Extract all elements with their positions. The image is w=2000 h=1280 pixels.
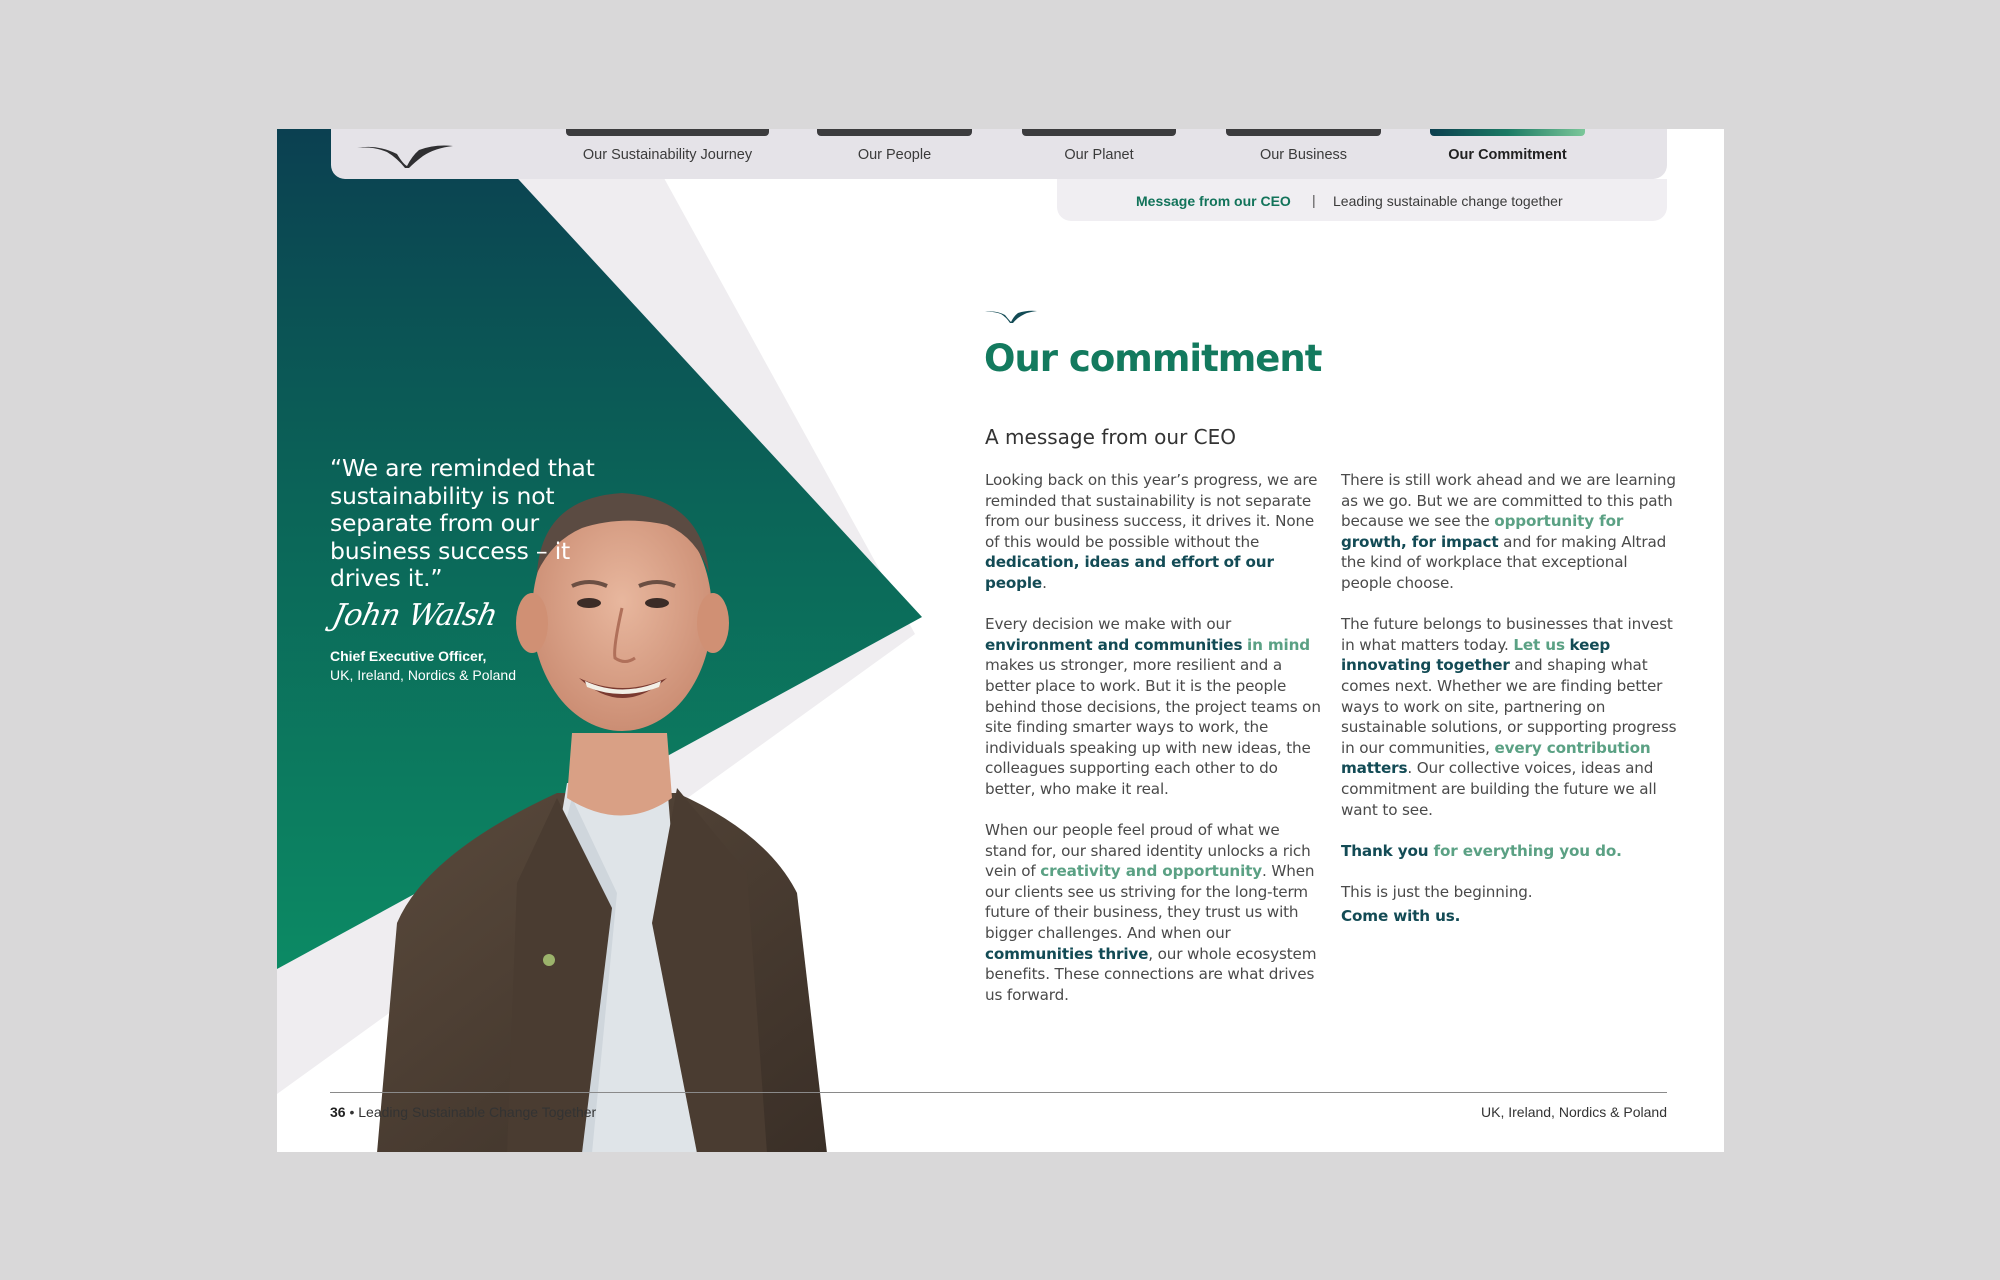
highlight: Thank you (1341, 841, 1429, 860)
ceo-region: UK, Ireland, Nordics & Poland (330, 667, 516, 683)
subnav-leading-change[interactable]: Leading sustainable change together (1333, 193, 1563, 209)
highlight: environment and communities (985, 635, 1243, 654)
tab-label: Our Business (1259, 147, 1348, 163)
tab-label: Our People (857, 147, 932, 163)
highlight: for everything you do. (1428, 841, 1622, 860)
highlight: dedication, ideas and effort (985, 553, 1219, 572)
text: and shaping what comes next. Whether we are finding better ways to work on site, partnering on sustainable solutions, or supporting progress in our communities, (1341, 656, 1677, 757)
ceo-role (330, 647, 516, 685)
tab-indicator (566, 129, 769, 136)
text: makes us stronger, more resilient and a better place to work. But it is the people behind those decisions, the project teams on site finding smarter ways to work, the individuals speaking up with new ideas, the colleagues supporting each other to do better, who make it real. (985, 656, 1321, 798)
paragraph (985, 470, 1325, 594)
highlight: Let us (1513, 635, 1565, 654)
text: This is just the beginning. (1341, 882, 1533, 901)
highlight: creativity and opportunity (1040, 862, 1263, 881)
footer-title: Leading Sustainable Change Together (358, 1104, 597, 1120)
page-number: 36 (330, 1104, 346, 1120)
highlight: in mind (1247, 635, 1311, 654)
tab-indicator-active (1430, 129, 1585, 136)
tab-sustainability-journey[interactable] (566, 129, 769, 179)
bird-mark-icon (985, 309, 1037, 323)
top-navigation (331, 129, 1667, 179)
subnav-message-from-ceo[interactable]: Message from our CEO (1136, 193, 1291, 209)
highlight: opportunity for (1494, 512, 1624, 531)
paragraph (985, 820, 1325, 1005)
tab-our-planet[interactable] (1022, 129, 1176, 179)
tab-indicator (817, 129, 972, 136)
highlight: every contribution (1494, 738, 1651, 757)
tab-indicator (1226, 129, 1381, 136)
text: and for making Altrad the kind of workplace that exceptional people choose. (1341, 532, 1667, 592)
tab-label: Our Commitment (1448, 147, 1567, 163)
highlight: matters (1341, 759, 1408, 778)
highlight: keep innovating together (1341, 635, 1611, 675)
text: Looking back on this year’s progress, we are reminded that sustainability is not separate from our business success, it drives it. None of this would be possible without the (985, 471, 1318, 551)
subnav-separator: | (1312, 192, 1316, 208)
footer-bullet: • (349, 1104, 355, 1120)
tab-our-people[interactable] (817, 129, 972, 179)
text: Every decision we make with our (985, 615, 1232, 634)
page-title: Our commitment (984, 337, 1322, 380)
text: . Our collective voices, ideas and commitment are building the future we all want to see. (1341, 759, 1657, 819)
report-page (277, 129, 1724, 1152)
tab-label: Our Sustainability Journey (582, 147, 753, 163)
footer-region: UK, Ireland, Nordics & Poland (1481, 1104, 1667, 1120)
text: The future belongs to businesses that invest in what matters today. (1341, 615, 1673, 654)
ceo-title: Chief Executive Officer, (330, 648, 487, 664)
paragraph (1341, 906, 1681, 927)
paragraph (1341, 882, 1681, 903)
paragraph (1341, 614, 1681, 820)
text: There is still work ahead and we are learning as we go. But we are committed to this path because we see the (1341, 471, 1676, 531)
pull-quote: “We are reminded that sustainability is not separate from our business success – it drives it.” (330, 454, 595, 592)
bird-logo-icon[interactable] (357, 142, 453, 168)
highlight: growth, for impact (1341, 532, 1499, 551)
tab-our-commitment[interactable] (1430, 129, 1585, 179)
text: , our whole ecosystem benefits. These connections are what drives us forward. (985, 944, 1317, 1004)
tab-our-business[interactable] (1226, 129, 1381, 179)
paragraph (985, 614, 1325, 799)
highlight: communities thrive (985, 944, 1149, 963)
paragraph (1341, 470, 1681, 594)
footer-divider (330, 1092, 1667, 1093)
paragraph (1341, 841, 1681, 862)
tab-label: Our Planet (1064, 147, 1134, 163)
text: . When our clients see us striving for the long-term future of their business, they trust us with bigger challenges. And when our (985, 862, 1315, 943)
text: When our people feel proud of what we stand for, our shared identity unlocks a rich vein of (985, 821, 1311, 881)
tab-indicator (1022, 129, 1176, 136)
highlight: Come with us. (1341, 907, 1461, 926)
article-column-2 (1341, 470, 1681, 948)
article-column-1 (985, 470, 1325, 1026)
footer-left (330, 1104, 596, 1120)
page-subtitle: A message from our CEO (985, 425, 1237, 449)
highlight: of our people (985, 553, 1274, 592)
sub-navigation (1057, 179, 1667, 221)
text: . (1042, 573, 1047, 592)
ceo-signature: John Walsh (329, 598, 501, 633)
